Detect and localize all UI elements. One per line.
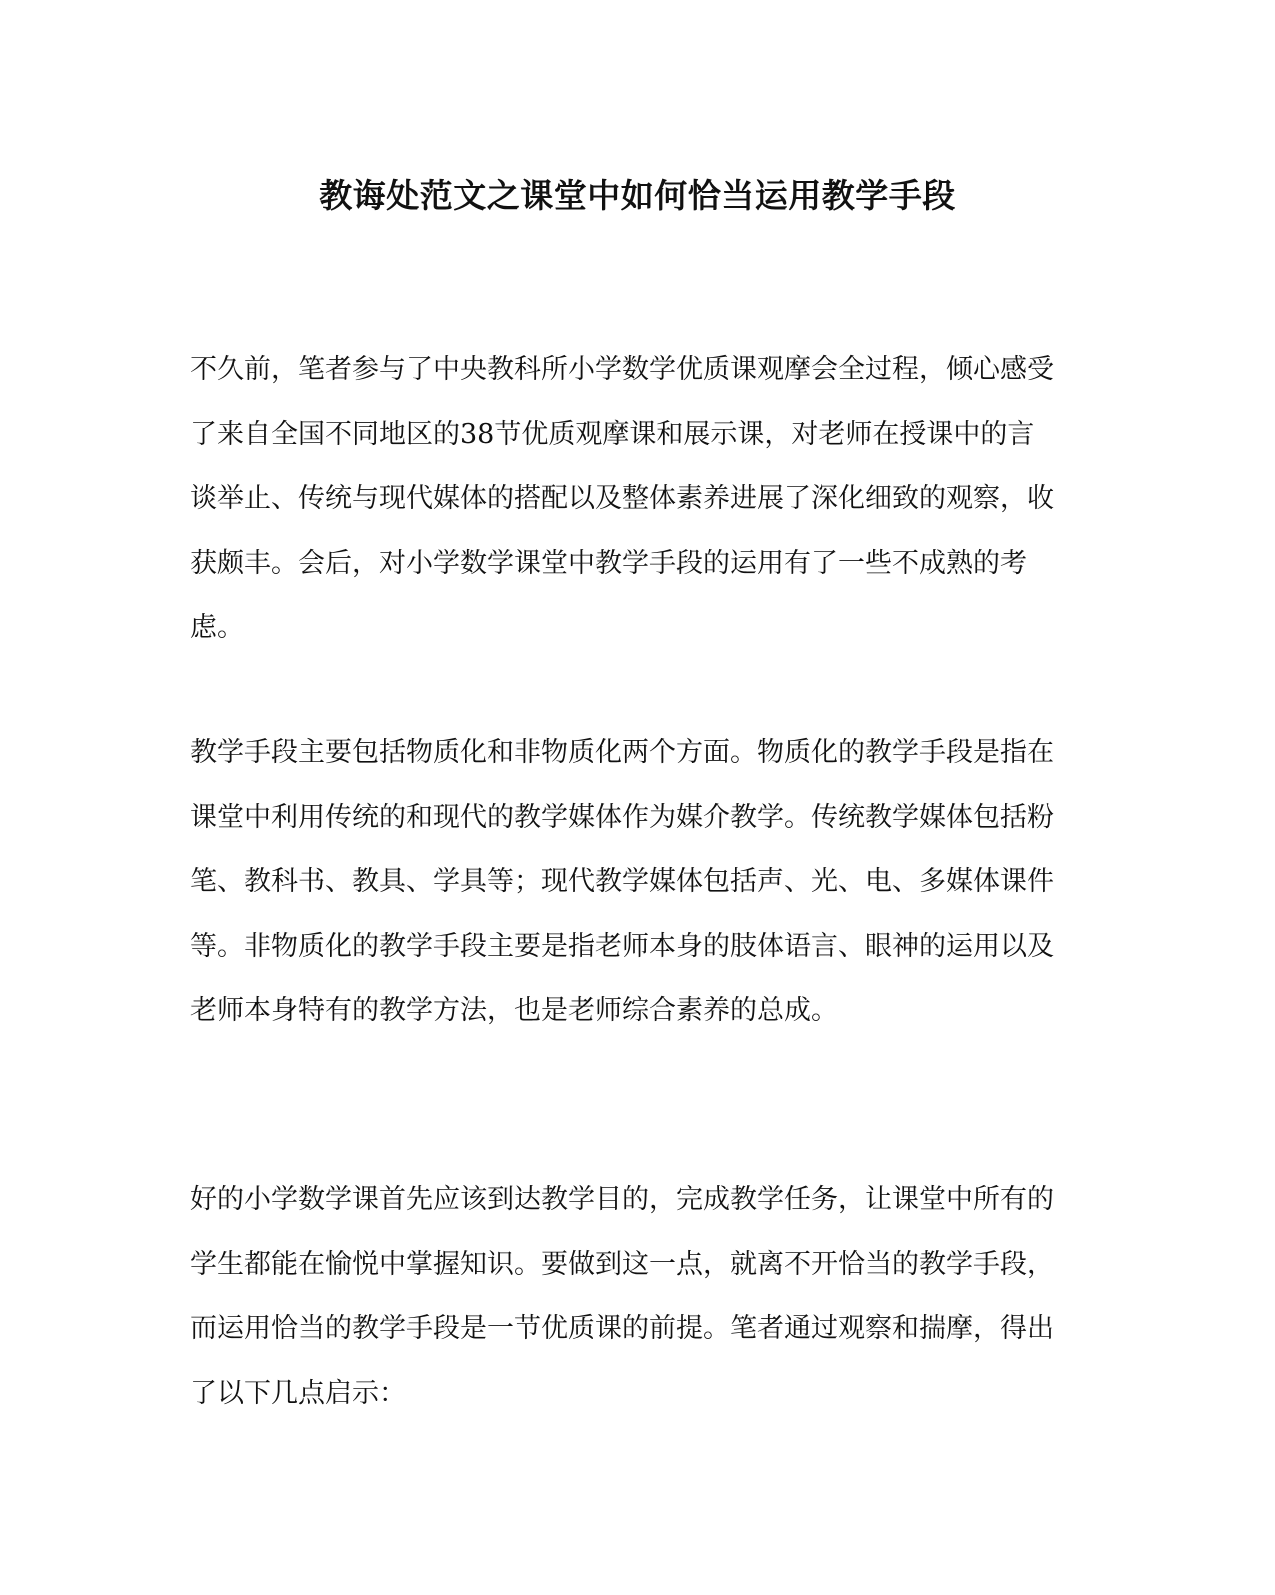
paragraph-3: 好的小学数学课首先应该到达教学目的，完成教学任务，让课堂中所有的学生都能在愉悦中掌握知识。要做到这一点，就离不开恰当的教学手段，而运用恰当的教学手段是一节优质课的前提。笔者通过观察和揣摩，得出了以下几点启示： bbox=[190, 1184, 1054, 1409]
document-title: 教诲处范文之课堂中如何恰当运用教学手段 bbox=[319, 176, 956, 215]
paragraph-1: 不久前，笔者参与了中央教科所小学数学优质课观摩会全过程，倾心感受了来自全国不同地区的38节优质观摩课和展示课，对老师在授课中的言谈举止、传统与现代媒体的搭配以及整体素养进展了深化细致的观察，收获颇丰。会后，对小学数学课堂中教学手段的运用有了一些不成熟的考虑。 bbox=[190, 354, 1054, 643]
paragraph-2: 教学手段主要包括物质化和非物质化两个方面。物质化的教学手段是指在课堂中利用传统的和现代的教学媒体作为媒介教学。传统教学媒体包括粉笔、教科书、教具、学具等；现代教学媒体包括声、光、电、多媒体课件等。非物质化的教学手段主要是指老师本身的肢体语言、眼神的运用以及老师本身特有的教学方法，也是老师综合素养的总成。 bbox=[190, 737, 1054, 1026]
